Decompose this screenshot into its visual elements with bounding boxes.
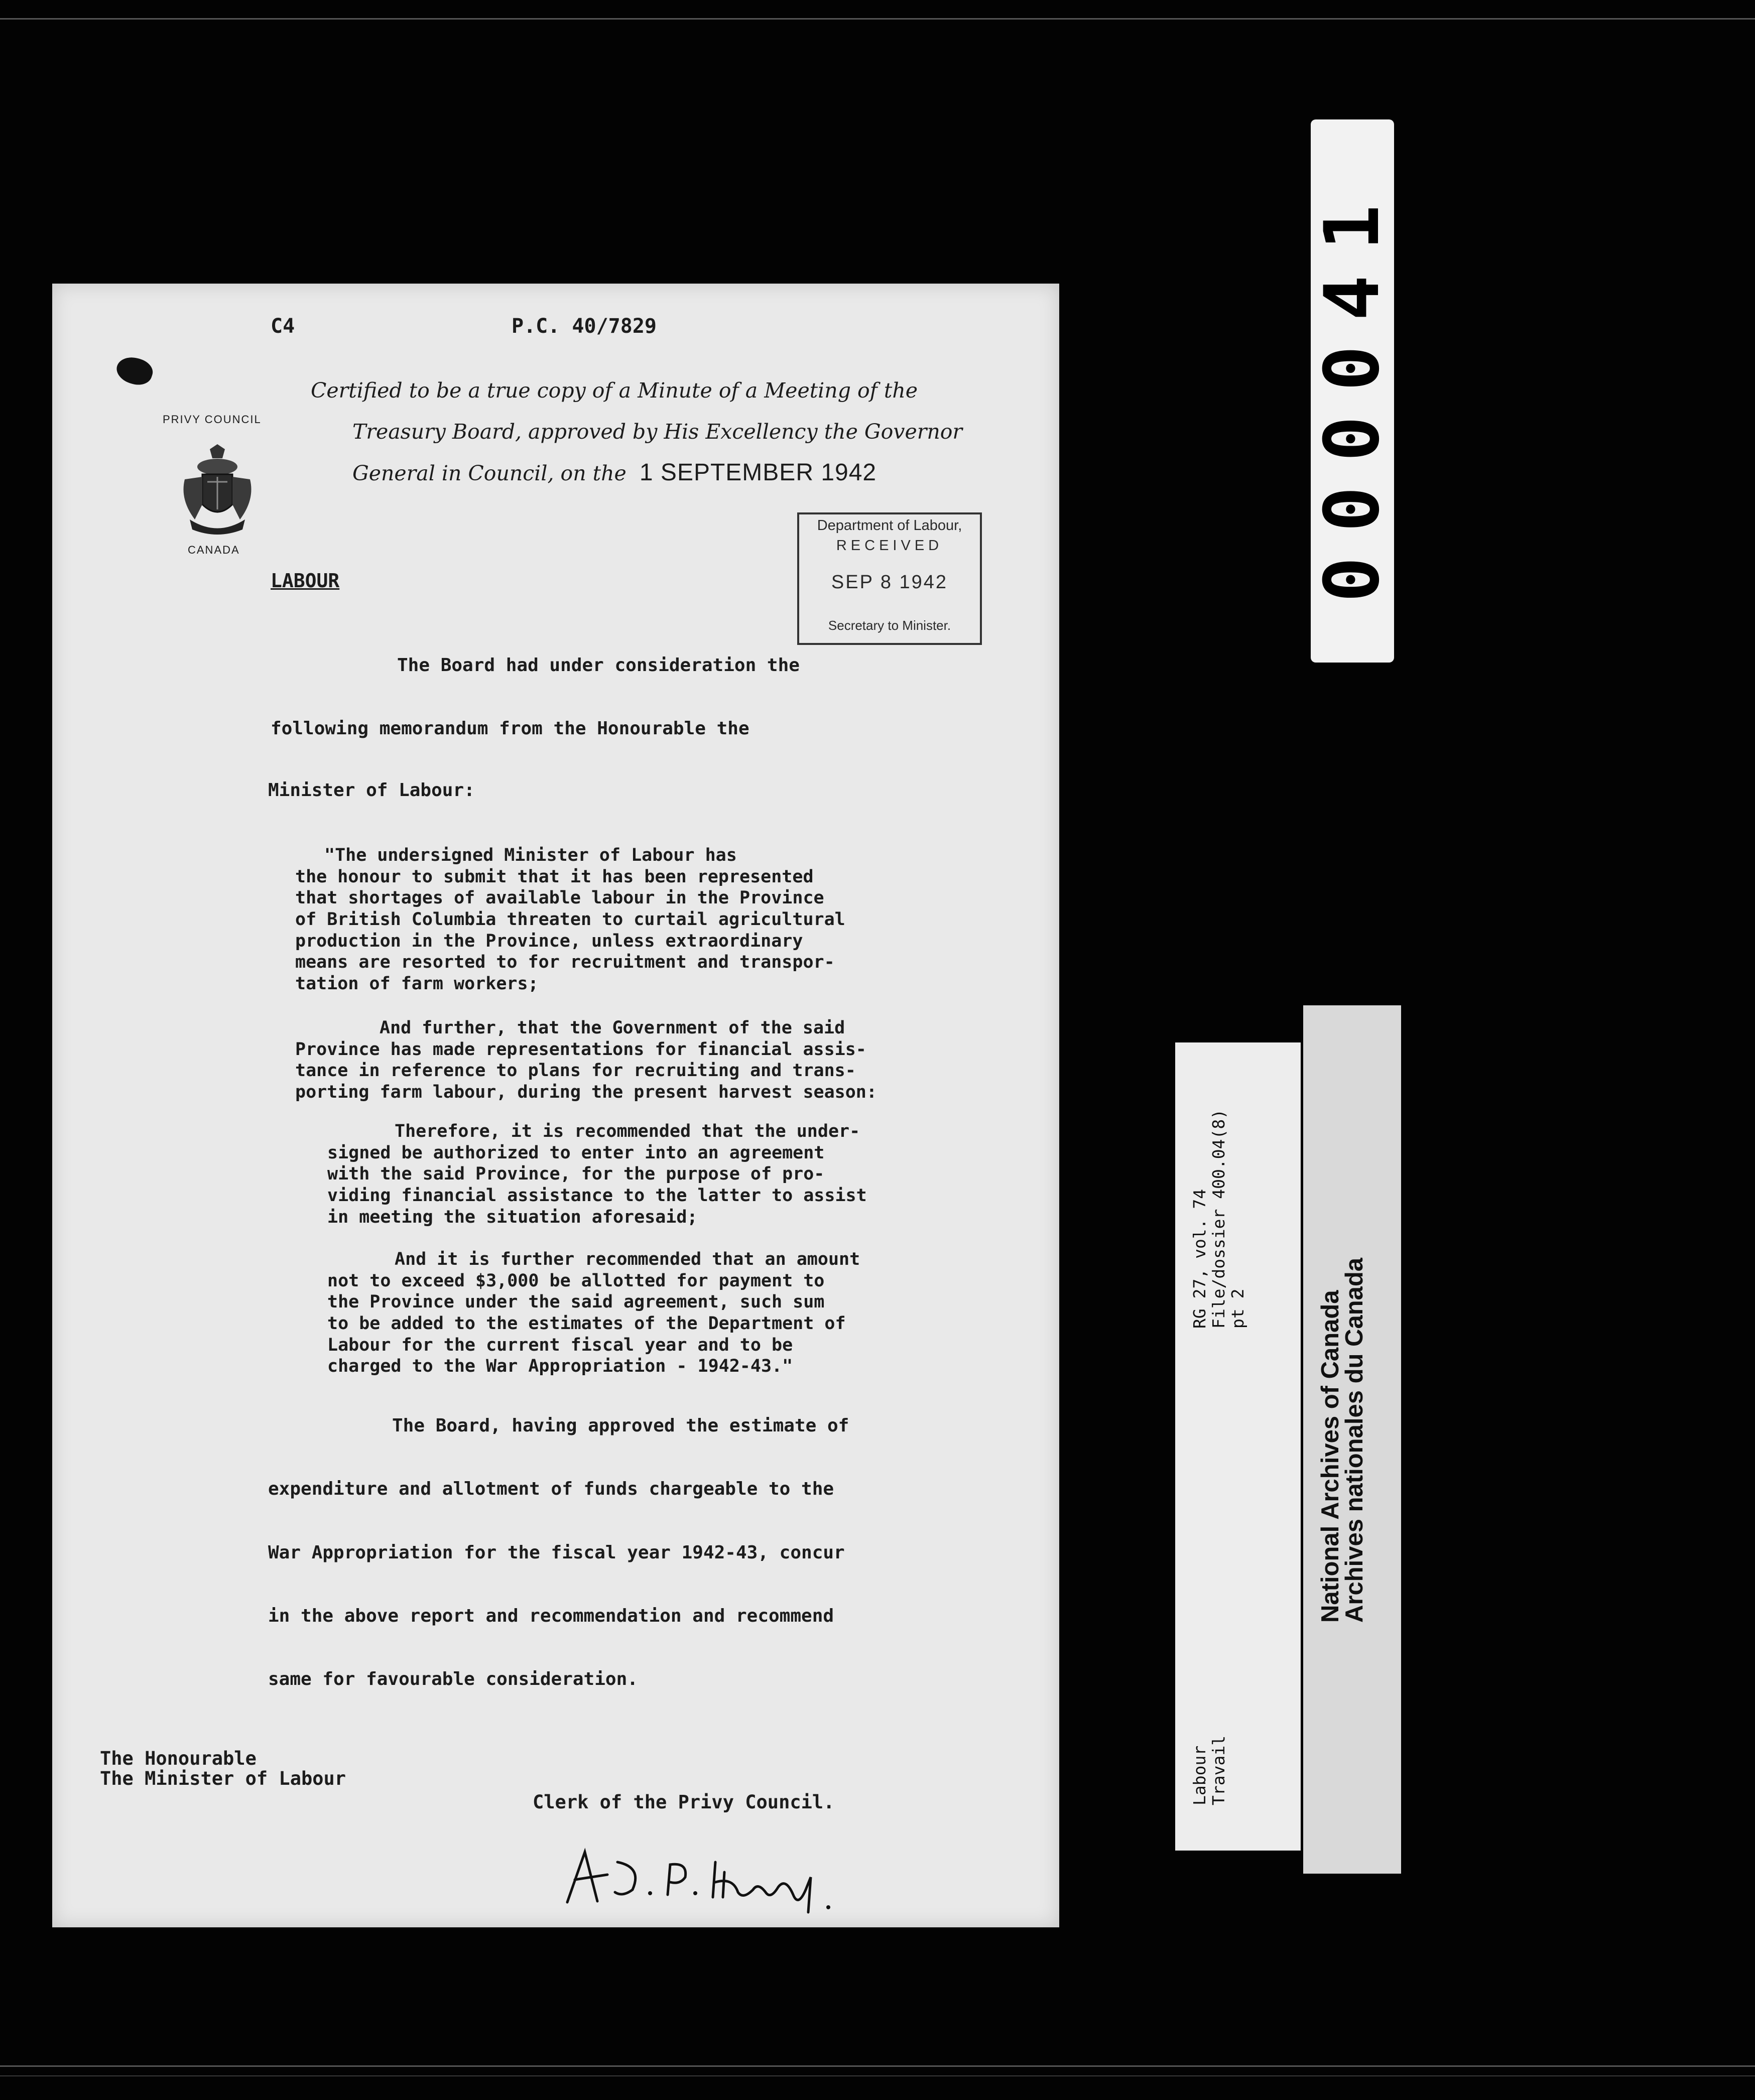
- reference-part: pt 2: [1228, 1288, 1247, 1329]
- ink-blot: [113, 353, 156, 389]
- certification-line-3: [352, 452, 876, 494]
- emblem-top-label: PRIVY COUNCIL: [163, 413, 262, 426]
- memo-line: tation of farm workers;: [295, 974, 539, 994]
- intro-line-2: following memorandum from the Honourable the: [271, 718, 749, 739]
- memo-line: with the said Province, for the purpose of pro-: [327, 1164, 825, 1184]
- memo-line: of British Columbia threaten to curtail agricultural: [295, 909, 845, 930]
- film-edge-bottom: [0, 2065, 1755, 2067]
- memo-line: And further, that the Government of the said: [380, 1018, 845, 1038]
- conclusion-line: The Board, having approved the estimate of: [392, 1415, 849, 1436]
- memo-line: viding financial assistance to the latter to assist: [327, 1186, 867, 1206]
- department-english: Labour: [1190, 1745, 1209, 1805]
- memo-line: Therefore, it is recommended that the under-: [395, 1121, 860, 1141]
- institution-french: Archives nationales du Canada: [1341, 1257, 1368, 1623]
- header-left-code: C4: [271, 315, 295, 338]
- stamp-date: SEP 8 1942: [831, 572, 948, 593]
- stamp-received: RECEIVED: [836, 538, 943, 554]
- memo-line: that shortages of available labour in the Province: [295, 888, 824, 908]
- archive-reference-label: [1175, 1042, 1301, 1851]
- certification-date: 1 SEPTEMBER 1942: [639, 459, 877, 486]
- conclusion-line: expenditure and allotment of funds chargeable to the: [268, 1479, 834, 1499]
- conclusion-line: in the above report and recommendation and recommend: [268, 1606, 834, 1626]
- stamp-footer: Secretary to Minister.: [828, 618, 951, 633]
- frame-number: 000041: [1309, 180, 1396, 602]
- film-edge-top: [0, 18, 1755, 20]
- memo-line: charged to the War Appropriation - 1942-43.": [327, 1356, 793, 1376]
- reference-text: [1190, 1109, 1247, 1329]
- conclusion-line: War Appropriation for the fiscal year 1942-43, concur: [268, 1542, 845, 1563]
- archive-institution-label: [1303, 1005, 1401, 1874]
- memo-line: Province has made representations for financial assis-: [295, 1039, 866, 1060]
- memo-line: means are resorted to for recruitment and transpor-: [295, 952, 835, 972]
- memo-line: tance in reference to plans for recruiting and trans-: [295, 1061, 856, 1081]
- memo-line: "The undersigned Minister of Labour has: [324, 845, 737, 865]
- memo-line: porting farm labour, during the present harvest season:: [295, 1082, 877, 1102]
- heading-labour: LABOUR: [271, 570, 340, 592]
- department-french: Travail: [1209, 1735, 1228, 1805]
- reference-file: File/dossier 400.04(8): [1209, 1109, 1228, 1329]
- memo-line: production in the Province, unless extraordinary: [295, 931, 803, 951]
- signature-title: Clerk of the Privy Council.: [533, 1791, 835, 1813]
- institution-english: National Archives of Canada: [1317, 1290, 1344, 1623]
- document-page: [52, 284, 1059, 1927]
- reference-volume: RG 27, vol. 74: [1190, 1189, 1209, 1329]
- conclusion-line: same for favourable consideration.: [268, 1669, 638, 1689]
- certification-line-2: Treasury Board, approved by His Excellency the Governor: [352, 420, 963, 444]
- memo-line: Labour for the current fiscal year and to be: [327, 1335, 793, 1355]
- certification-prefix: General in Council, on the: [352, 461, 626, 485]
- addressee-line-1: The Honourable: [100, 1748, 257, 1769]
- department-text: [1190, 1736, 1228, 1805]
- emblem-bottom-label: CANADA: [188, 544, 240, 556]
- order-number: P.C. 40/7829: [512, 315, 657, 338]
- film-edge-bottom-secondary: [0, 2075, 1755, 2076]
- addressee-line-2: The Minister of Labour: [100, 1768, 346, 1789]
- memo-line: the Province under the said agreement, such sum: [327, 1292, 825, 1312]
- handwritten-signature: [557, 1842, 838, 1917]
- intro-line-1: The Board had under consideration the: [397, 655, 800, 676]
- memo-line: signed be authorized to enter into an agreement: [327, 1143, 825, 1163]
- memo-line: And it is further recommended that an amount: [395, 1249, 860, 1269]
- memo-line: in meeting the situation aforesaid;: [327, 1207, 698, 1227]
- institution-text: [1318, 1258, 1366, 1623]
- frame-number-tape: [1311, 119, 1394, 663]
- received-stamp: [797, 512, 982, 645]
- certification-line-1: Certified to be a true copy of a Minute of a Meeting of the: [311, 378, 918, 403]
- intro-line-3: Minister of Labour:: [268, 780, 475, 801]
- coat-of-arms-icon: [180, 444, 255, 537]
- memo-line: not to exceed $3,000 be allotted for payment to: [327, 1271, 825, 1291]
- memo-line: to be added to the estimates of the Department of: [327, 1314, 846, 1334]
- stamp-department: Department of Labour,: [817, 517, 962, 534]
- memo-line: the honour to submit that it has been represented: [295, 867, 814, 887]
